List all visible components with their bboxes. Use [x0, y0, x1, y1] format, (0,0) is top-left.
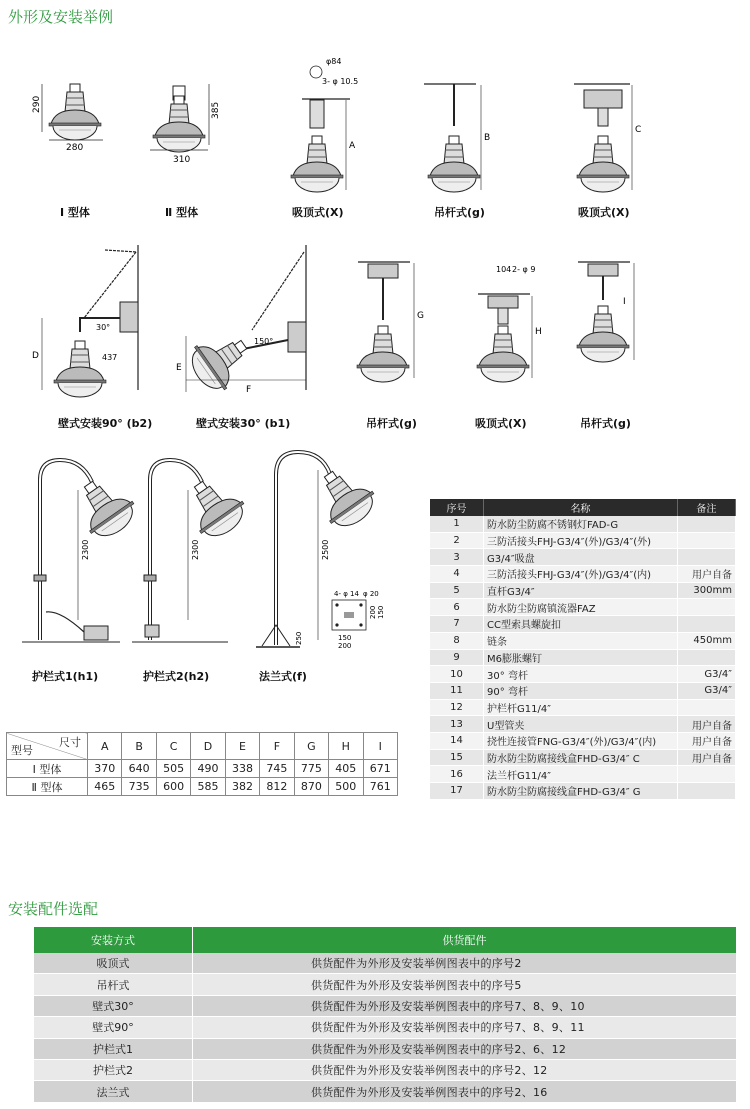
- part-no: 16: [430, 766, 484, 783]
- table-row: [430, 749, 736, 766]
- caption-guardrail-2: 护栏式2(h2): [143, 670, 210, 683]
- drawing-ceiling-x3: [477, 294, 532, 382]
- dim-2500: 2500: [321, 539, 330, 560]
- dim-280: 280: [66, 143, 84, 153]
- acc-parts: 供货配件为外形及安装举例图表中的序号5: [193, 974, 737, 995]
- table-row: [7, 760, 398, 778]
- dim-2300-h1: 2300: [81, 539, 90, 560]
- dim-200: 200: [338, 642, 352, 650]
- dims-value: 870: [294, 778, 328, 796]
- dim-G: G: [417, 311, 424, 321]
- dims-value: 640: [122, 760, 156, 778]
- dim-H: H: [535, 327, 542, 337]
- dims-value: 600: [156, 778, 190, 796]
- drawing-type2: [150, 84, 209, 152]
- section-title-appearance: 外形及安装举例: [8, 8, 114, 26]
- dims-value: 735: [122, 778, 156, 796]
- section-title-accessories: 安装配件选配: [8, 900, 99, 918]
- dim-A: A: [349, 141, 356, 151]
- table-row: [34, 953, 736, 974]
- table-row: [34, 1038, 736, 1059]
- table-row: [430, 649, 736, 666]
- part-remark: [677, 783, 735, 800]
- table-row: [430, 666, 736, 683]
- dim-150-side: 150: [377, 605, 385, 619]
- part-remark: 300mm: [677, 582, 735, 599]
- drawing-flange: [256, 452, 382, 647]
- acc-method: 壁式90°: [34, 1017, 193, 1038]
- drawing-wall-30: [183, 245, 306, 398]
- dims-value: 338: [225, 760, 259, 778]
- dims-col-B: B: [122, 733, 156, 760]
- acc-header-method: 安装方式: [34, 927, 193, 953]
- dims-value: 405: [329, 760, 363, 778]
- acc-method: 法兰式: [34, 1081, 193, 1102]
- dim-I: I: [623, 297, 626, 307]
- dim-150: 150: [338, 634, 352, 642]
- dim-E: E: [176, 363, 182, 373]
- acc-parts: 供货配件为外形及安装举例图表中的序号2、16: [193, 1081, 737, 1102]
- part-name: CC型索具螺旋扣: [484, 616, 678, 633]
- drawing-type1: [42, 84, 103, 140]
- dims-corner-size: 尺寸: [59, 736, 81, 749]
- dims-value: 505: [156, 760, 190, 778]
- dim-D: D: [32, 351, 39, 361]
- dims-value: 775: [294, 760, 328, 778]
- caption-guardrail-1: 护栏式1(h1): [32, 670, 99, 683]
- acc-header-row: [34, 927, 736, 953]
- dims-value: 745: [260, 760, 294, 778]
- dims-value: 490: [191, 760, 225, 778]
- dim-2300-h2: 2300: [191, 539, 200, 560]
- part-no: 3: [430, 549, 484, 566]
- part-remark: 用户自备: [677, 732, 735, 749]
- part-name: 防水防尘防腐镇流器FAZ: [484, 599, 678, 616]
- parts-header-row: [430, 499, 736, 516]
- part-remark: [677, 649, 735, 666]
- part-no: 7: [430, 616, 484, 633]
- dims-corner: [7, 733, 88, 760]
- table-row: [34, 1081, 736, 1102]
- parts-header-name: 名称: [484, 499, 678, 516]
- label-holes-10-5: 3- φ 10.5: [322, 77, 359, 86]
- caption-type2: Ⅱ 型体: [165, 206, 199, 219]
- part-name: 30° 弯杆: [484, 666, 678, 683]
- acc-method: 护栏式1: [34, 1038, 193, 1059]
- part-no: 17: [430, 783, 484, 800]
- caption-pendant-g2: 吊杆式(g): [366, 417, 417, 430]
- caption-pendant-g1: 吊杆式(g): [434, 206, 485, 219]
- part-remark: G3/4″: [677, 666, 735, 683]
- part-remark: [677, 616, 735, 633]
- part-no: 2: [430, 532, 484, 549]
- table-row: [34, 974, 736, 995]
- part-no: 9: [430, 649, 484, 666]
- acc-method: 护栏式2: [34, 1059, 193, 1080]
- dim-290: 290: [32, 95, 42, 113]
- parts-table: [430, 499, 736, 800]
- part-remark: 用户自备: [677, 749, 735, 766]
- part-remark: 450mm: [677, 632, 735, 649]
- dims-col-F: F: [260, 733, 294, 760]
- part-name: 三防活接头FHJ-G3/4″(外)/G3/4″(外): [484, 532, 678, 549]
- dims-value: 500: [329, 778, 363, 796]
- part-no: 6: [430, 599, 484, 616]
- parts-header-remark: 备注: [677, 499, 735, 516]
- acc-parts: 供货配件为外形及安装举例图表中的序号2: [193, 953, 737, 974]
- dim-385: 385: [211, 101, 221, 119]
- acc-parts: 供货配件为外形及安装举例图表中的序号7、8、9、10: [193, 995, 737, 1016]
- dim-F: F: [246, 385, 252, 395]
- part-name: M6膨胀螺钉: [484, 649, 678, 666]
- part-name: 防水防尘防腐接线盒FHD-G3/4″ C: [484, 749, 678, 766]
- dim-B: B: [484, 133, 491, 143]
- caption-ceiling-x1: 吸顶式(X): [292, 206, 344, 219]
- dim-C: C: [635, 125, 642, 135]
- acc-parts: 供货配件为外形及安装举例图表中的序号2、12: [193, 1059, 737, 1080]
- table-row: [430, 632, 736, 649]
- part-remark: [677, 766, 735, 783]
- acc-parts: 供货配件为外形及安装举例图表中的序号2、6、12: [193, 1038, 737, 1059]
- part-remark: [677, 516, 735, 532]
- part-remark: [677, 532, 735, 549]
- table-row: [430, 766, 736, 783]
- part-name: G3/4″吸盘: [484, 549, 678, 566]
- dims-col-D: D: [191, 733, 225, 760]
- angle-30-b2: 30°: [96, 323, 111, 332]
- dims-value: 761: [363, 778, 398, 796]
- table-row: [430, 783, 736, 800]
- dims-value: 465: [88, 778, 122, 796]
- drawing-ceiling-x2: [574, 84, 632, 192]
- table-row: [430, 616, 736, 633]
- table-row: [430, 582, 736, 599]
- caption-pendant-g3: 吊杆式(g): [580, 417, 631, 430]
- part-name: 防水防尘防腐不锈钢灯FAD-G: [484, 516, 678, 532]
- acc-method: 吊杆式: [34, 974, 193, 995]
- part-name: 链条: [484, 632, 678, 649]
- part-no: 15: [430, 749, 484, 766]
- acc-parts: 供货配件为外形及安装举例图表中的序号7、8、9、11: [193, 1017, 737, 1038]
- dim-437: 437: [102, 353, 118, 362]
- dims-value: 671: [363, 760, 398, 778]
- part-no: 1: [430, 516, 484, 532]
- part-remark: [677, 699, 735, 716]
- part-no: 11: [430, 682, 484, 699]
- dims-col-A: A: [88, 733, 122, 760]
- table-row: [430, 716, 736, 733]
- caption-flange: 法兰式(f): [259, 670, 307, 683]
- table-row: [430, 549, 736, 566]
- part-remark: G3/4″: [677, 682, 735, 699]
- table-row: [430, 699, 736, 716]
- label-holes-14: 4- φ 14: [334, 590, 359, 598]
- part-name: 法兰杆G11/4″: [484, 766, 678, 783]
- acc-method: 吸顶式: [34, 953, 193, 974]
- part-no: 10: [430, 666, 484, 683]
- drawing-pendant-g3: [577, 262, 634, 362]
- caption-ceiling-x2: 吸顶式(X): [578, 206, 630, 219]
- dims-header-row: [7, 733, 398, 760]
- dimensions-table: [6, 732, 398, 796]
- table-row: [430, 732, 736, 749]
- dims-col-E: E: [225, 733, 259, 760]
- dims-col-G: G: [294, 733, 328, 760]
- dims-col-I: I: [363, 733, 398, 760]
- dim-200-side: 200: [369, 605, 377, 619]
- table-row: [430, 532, 736, 549]
- part-name: 护栏杆G11/4″: [484, 699, 678, 716]
- table-row: [430, 682, 736, 699]
- part-name: 直杆G3/4″: [484, 582, 678, 599]
- dims-model: Ⅱ 型体: [7, 778, 88, 796]
- dims-col-C: C: [156, 733, 190, 760]
- label-holes-9: 2- φ 9: [512, 265, 536, 274]
- dims-value: 585: [191, 778, 225, 796]
- part-no: 13: [430, 716, 484, 733]
- part-no: 5: [430, 582, 484, 599]
- dims-value: 370: [88, 760, 122, 778]
- table-row: [430, 516, 736, 532]
- caption-wall-90: 壁式安装90° (b2): [58, 417, 153, 430]
- dim-310: 310: [173, 155, 191, 165]
- part-name: 防水防尘防腐接线盒FHD-G3/4″ G: [484, 783, 678, 800]
- part-remark: 用户自备: [677, 566, 735, 583]
- table-row: [430, 599, 736, 616]
- label-phi20: φ 20: [363, 590, 379, 598]
- acc-method: 壁式30°: [34, 995, 193, 1016]
- dims-corner-model: 型号: [11, 744, 33, 757]
- part-no: 12: [430, 699, 484, 716]
- dims-value: 382: [225, 778, 259, 796]
- drawing-pendant-g1: [424, 84, 481, 192]
- caption-wall-30: 壁式安装30° (b1): [196, 417, 291, 430]
- part-remark: [677, 599, 735, 616]
- acc-header-parts: 供货配件: [193, 927, 737, 953]
- drawing-wall-90: [42, 245, 138, 397]
- dims-col-H: H: [329, 733, 363, 760]
- dims-model: Ⅰ 型体: [7, 760, 88, 778]
- table-row: [7, 778, 398, 796]
- dims-value: 812: [260, 778, 294, 796]
- part-remark: [677, 549, 735, 566]
- drawing-pendant-g2: [357, 262, 414, 382]
- dim-104: 104: [496, 265, 512, 274]
- angle-150: 150°: [254, 337, 274, 346]
- table-row: [34, 995, 736, 1016]
- part-name: 90° 弯杆: [484, 682, 678, 699]
- table-row: [430, 566, 736, 583]
- part-remark: 用户自备: [677, 716, 735, 733]
- caption-ceiling-x3: 吸顶式(X): [475, 417, 527, 430]
- parts-header-no: 序号: [430, 499, 484, 516]
- part-name: 挠性连接管FNG-G3/4″(外)/G3/4″(内): [484, 732, 678, 749]
- part-no: 4: [430, 566, 484, 583]
- table-row: [34, 1017, 736, 1038]
- label-phi84: φ84: [326, 57, 342, 66]
- part-no: 8: [430, 632, 484, 649]
- dim-250: 250: [295, 631, 303, 645]
- part-name: 三防活接头FHJ-G3/4″(外)/G3/4″(内): [484, 566, 678, 583]
- caption-type1: Ⅰ 型体: [60, 206, 90, 219]
- part-no: 14: [430, 732, 484, 749]
- accessory-table: [34, 927, 736, 1103]
- part-name: U型管夹: [484, 716, 678, 733]
- table-row: [34, 1059, 736, 1080]
